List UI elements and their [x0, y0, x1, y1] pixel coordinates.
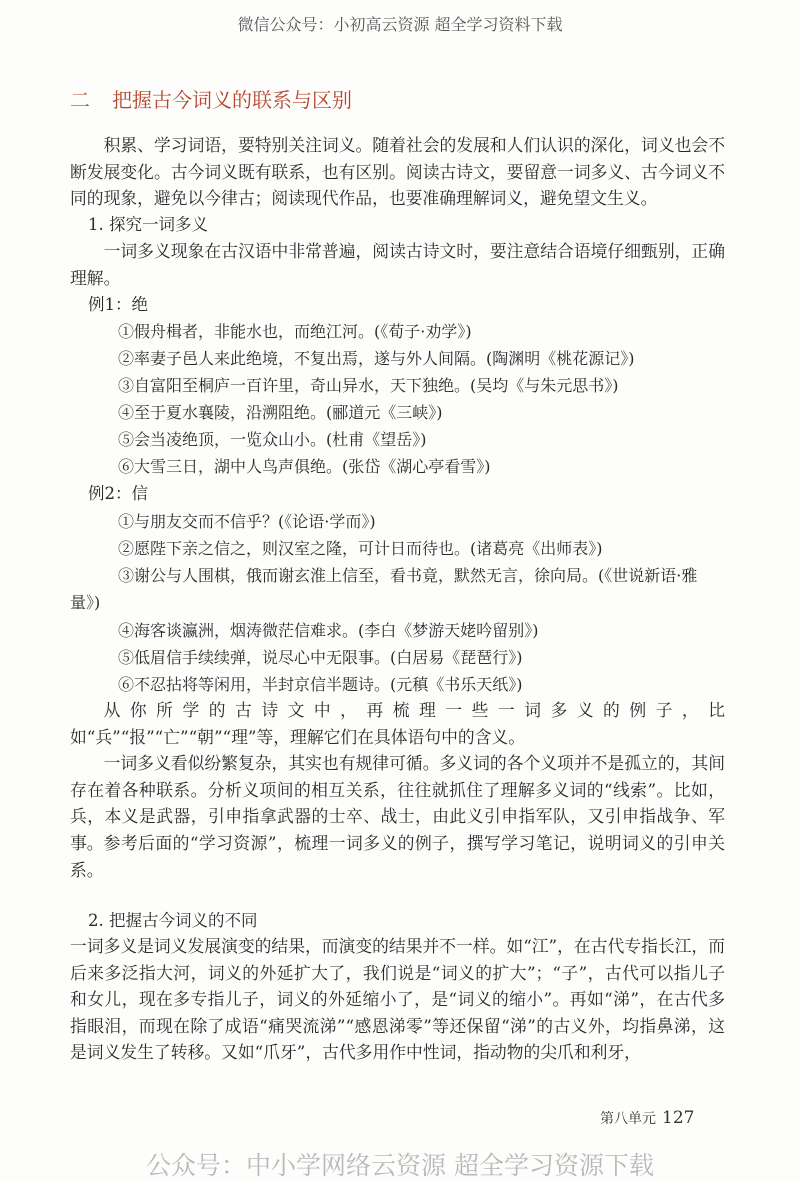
list-item: ③自富阳至桐庐一百许里，奇山异水，天下独绝。(吴均《与朱元思书》) [118, 376, 619, 395]
paragraph-examples: 从你所学的古诗文中，再梳理一些一词多义的例子，比如“兵”“报”“亡”“朝”“理”等，理解它们在具体语句中的含义。 [70, 700, 725, 747]
list-item: ⑤低眉信手续续弹，说尽心中无限事。(白居易《琵琶行》) [118, 648, 523, 667]
page-number: 127 [662, 1108, 695, 1128]
section-number: 二 [70, 88, 90, 112]
example1-label: 例1：绝 [88, 295, 148, 314]
list-item: ⑥大雪三日，湖中人鸟声俱绝。(张岱《湖心亭看雪》) [118, 457, 491, 476]
footer-watermark: 公众号：中小学网络云资源 超全学习资源下载 [146, 1151, 654, 1180]
sub1-paragraph: 一词多义现象在古汉语中非常普遍，阅读古诗文时，要注意结合语境仔细甄别，正确理解。 [70, 241, 725, 288]
paragraph-notes: 参考后面的“学习资源”，梳理一词多义的例子，撰写学习笔记，说明词义的引申关系。 [70, 833, 725, 880]
subheading-2: 2. 把握古今词义的不同 [88, 911, 258, 930]
list-item: ⑤会当凌绝顶，一览众山小。(杜甫《望岳》) [118, 430, 427, 449]
subheading-1: 1. 探究一词多义 [88, 215, 208, 234]
list-item: ④至于夏水襄陵，沿溯阻绝。(郦道元《三峡》) [118, 403, 443, 422]
header-watermark: 微信公众号：小初高云资源 超全学习资料下载 [237, 15, 563, 34]
example2-label: 例2：信 [88, 484, 148, 503]
list-item: ⑥不忍拈将等闲用，半封京信半题诗。(元稹《书乐天纸》) [118, 675, 523, 694]
sub2-paragraph: 一词多义是词义发展演变的结果，而演变的结果并不一样。如“江”，在古代专指长江，而后来多泛指大河，词义的外延扩大了，我们说是“词义的扩大”；“子”，古代可以指儿子和女儿，现在多专指儿子，词义的外延缩小了，是“词义的缩小”。再如“涕”，在古代多指眼泪，而现在除了成语“痛哭流涕”“感恩涕零”等还保留“涕”的古义外，均指鼻涕，这是词义发生了转移。又如“爪牙”，古代多用作中性词，指动物的尖爪和利牙， [70, 936, 725, 1062]
list-item: ②愿陛下亲之信之，则汉室之隆，可计日而待也。(诸葛亮《出师表》) [118, 539, 603, 558]
list-item: ③谢公与人围棋，俄而谢玄淮上信至，看书竟，默然无言，徐向局。(《世说新语·雅量》) [70, 566, 698, 613]
list-item: ④海客谈瀛洲，烟涛微茫信难求。(李白《梦游天姥吟留别》) [118, 621, 539, 640]
unit-label: 第八单元 [600, 1111, 656, 1127]
section-title-text: 把握古今词义的联系与区别 [112, 88, 352, 112]
list-item: ①与朋友交而不信乎？(《论语·学而》) [118, 512, 376, 531]
intro-paragraph: 积累、学习词语，要特别关注词义。随着社会的发展和人们认识的深化，词义也会不断发展变化。古今词义既有联系，也有区别。阅读古诗文，要留意一词多义、古今词义不同的现象，避免以今律古；阅读现代作品，也要准确理解词义，避免望文生义。 [70, 135, 725, 208]
list-item: ①假舟楫者，非能水也，而绝江河。(《荀子·劝学》) [118, 322, 472, 341]
list-item: ②率妻子邑人来此绝境，不复出焉，遂与外人间隔。(陶渊明《桃花源记》) [118, 349, 635, 368]
section-title [70, 84, 352, 113]
paragraph-rules: 一词多义看似纷繁复杂，其实也有规律可循。多义词的各个义项并不是孤立的，其间存在着各种联系。分析义项间的相互关系，往往就抓住了理解多义词的“线索”。比如，兵，本义是武器，引申指拿武器的士卒、战士，由此义引申指军队，又引申指战争、军事。 [70, 753, 725, 853]
page-footer [600, 1108, 694, 1128]
